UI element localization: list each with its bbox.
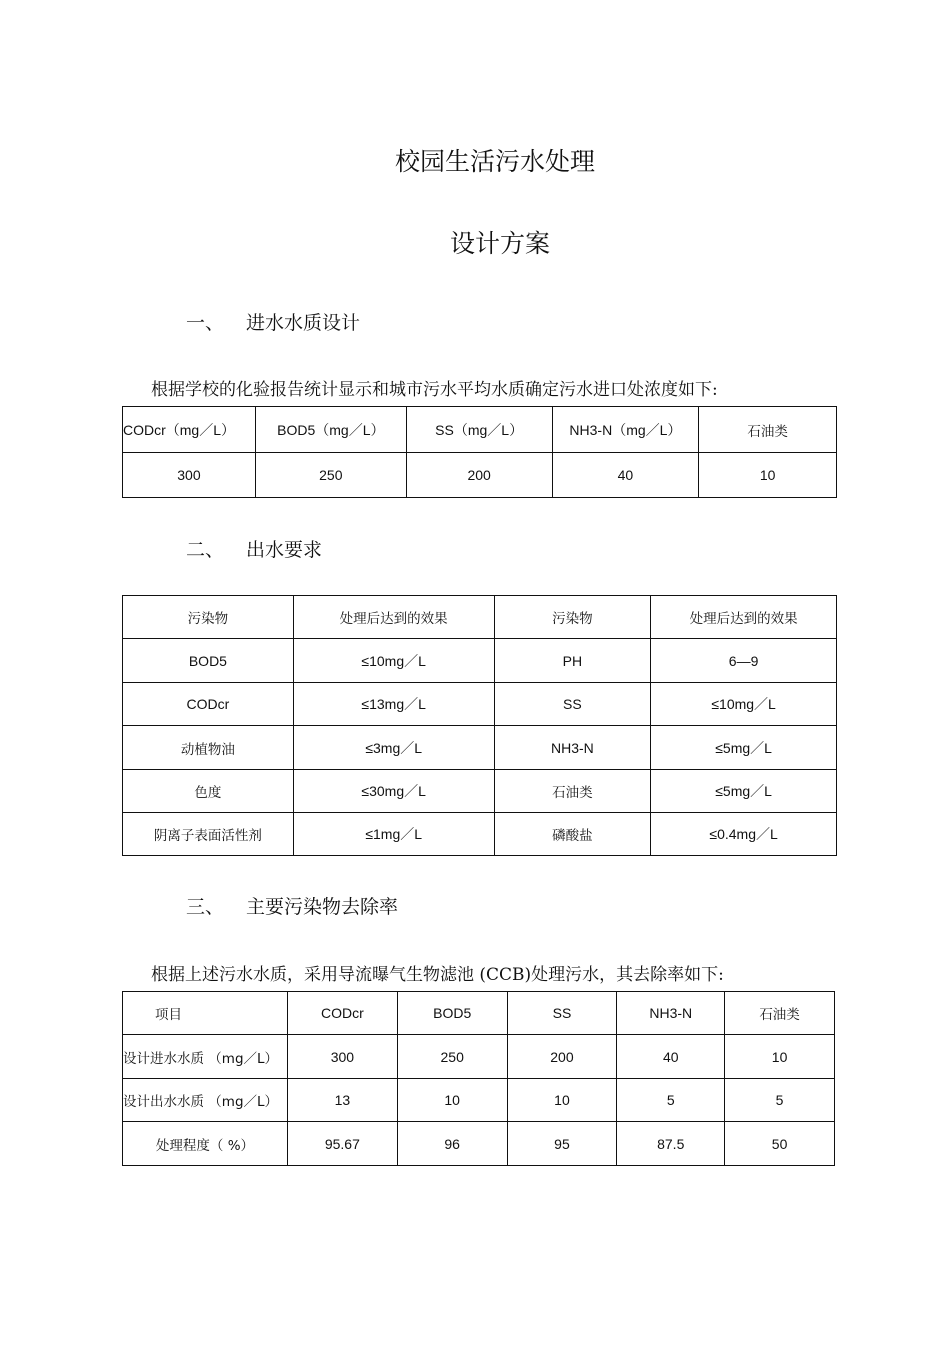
table-cell: SS <box>494 683 651 726</box>
table-cell: 10 <box>507 1079 617 1122</box>
table-header-cell: 石油类 <box>699 407 837 453</box>
table-cell: 10 <box>725 1035 835 1079</box>
document-subtitle: 设计方案 <box>449 229 550 258</box>
table-cell: 200 <box>406 453 552 498</box>
table-cell: 200 <box>507 1035 617 1079</box>
table-header-cell: NH3-N <box>617 992 725 1035</box>
table-cell: ≤5mg／L <box>651 726 837 770</box>
table-cell: 10 <box>699 453 837 498</box>
section-1-heading <box>186 308 360 335</box>
table-row <box>123 813 837 856</box>
table-cell: ≤13mg／L <box>293 683 494 726</box>
table-cell: 设计出水水质 （mg／L） <box>123 1079 288 1122</box>
table-cell: ≤10mg／L <box>651 683 837 726</box>
table-row <box>123 770 837 813</box>
section-1-title: 进水水质设计 <box>246 312 361 334</box>
table-cell: 5 <box>617 1079 725 1122</box>
table-header-cell: 污染物 <box>123 596 294 639</box>
table-cell: 动植物油 <box>123 726 294 770</box>
table-cell: NH3-N <box>494 726 651 770</box>
table-cell: 13 <box>287 1079 397 1122</box>
table-cell: 10 <box>397 1079 507 1122</box>
table-row <box>123 453 837 498</box>
table-cell: ≤10mg／L <box>293 639 494 683</box>
removal-rate-table <box>122 991 835 1166</box>
table-row <box>123 683 837 726</box>
table-cell: 处理程度（ %） <box>123 1122 288 1166</box>
table-row <box>123 1122 835 1166</box>
table-cell: 250 <box>255 453 406 498</box>
table-cell: 色度 <box>123 770 294 813</box>
table-row <box>123 1079 835 1122</box>
section-2-title: 出水要求 <box>246 539 323 561</box>
section-2-heading <box>186 535 322 562</box>
table-cell: 40 <box>552 453 699 498</box>
section-3-number: 三、 <box>186 896 225 918</box>
table-cell: 石油类 <box>494 770 651 813</box>
table-header-row <box>123 596 837 639</box>
table-cell: 300 <box>287 1035 397 1079</box>
table-cell: CODcr <box>123 683 294 726</box>
table-header-cell: BOD5（mg／L） <box>255 407 406 453</box>
document-title: 校园生活污水处理 <box>394 147 595 176</box>
section-1-intro: 根据学校的化验报告统计显示和城市污水平均水质确定污水进口处浓度如下: <box>151 380 718 400</box>
table-cell: ≤5mg／L <box>651 770 837 813</box>
table-cell: 50 <box>725 1122 835 1166</box>
table-header-cell: CODcr（mg／L） <box>123 407 256 453</box>
table-header-cell: SS（mg／L） <box>406 407 552 453</box>
table-cell: PH <box>494 639 651 683</box>
table-row <box>123 1035 835 1079</box>
table-row <box>123 639 837 683</box>
section-3-title: 主要污染物去除率 <box>246 896 399 918</box>
table-header-cell: CODcr <box>287 992 397 1035</box>
table-cell: 95.67 <box>287 1122 397 1166</box>
section-3-intro: 根据上述污水水质，采用导流曝气生物滤池 (CCB)处理污水，其去除率如下: <box>151 965 724 985</box>
section-1-number: 一、 <box>186 312 225 334</box>
effluent-requirements-table <box>122 595 837 856</box>
table-row <box>123 726 837 770</box>
table-cell: 300 <box>123 453 256 498</box>
table-cell: 磷酸盐 <box>494 813 651 856</box>
table-header-cell: 处理后达到的效果 <box>293 596 494 639</box>
table-cell: ≤0.4mg／L <box>651 813 837 856</box>
table-header-cell: 处理后达到的效果 <box>651 596 837 639</box>
table-cell: 40 <box>617 1035 725 1079</box>
influent-quality-table <box>122 406 837 498</box>
table-cell: 95 <box>507 1122 617 1166</box>
table-header-cell: 石油类 <box>725 992 835 1035</box>
table-header-cell: BOD5 <box>397 992 507 1035</box>
table-header-cell: SS <box>507 992 617 1035</box>
table-header-row <box>123 407 837 453</box>
table-cell: ≤3mg／L <box>293 726 494 770</box>
table-cell: 设计进水水质 （mg／L） <box>123 1035 288 1079</box>
section-3-heading <box>186 892 398 919</box>
table-header-cell: NH3-N（mg／L） <box>552 407 699 453</box>
table-cell: BOD5 <box>123 639 294 683</box>
table-cell: ≤1mg／L <box>293 813 494 856</box>
table-cell: 250 <box>397 1035 507 1079</box>
table-cell: 96 <box>397 1122 507 1166</box>
table-cell: 6—9 <box>651 639 837 683</box>
section-2-number: 二、 <box>186 539 225 561</box>
table-header-cell: 项目 <box>123 992 288 1035</box>
table-header-row <box>123 992 835 1035</box>
table-cell: 5 <box>725 1079 835 1122</box>
table-cell: ≤30mg／L <box>293 770 494 813</box>
table-cell: 阴离子表面活性剂 <box>123 813 294 856</box>
table-header-cell: 污染物 <box>494 596 651 639</box>
table-cell: 87.5 <box>617 1122 725 1166</box>
